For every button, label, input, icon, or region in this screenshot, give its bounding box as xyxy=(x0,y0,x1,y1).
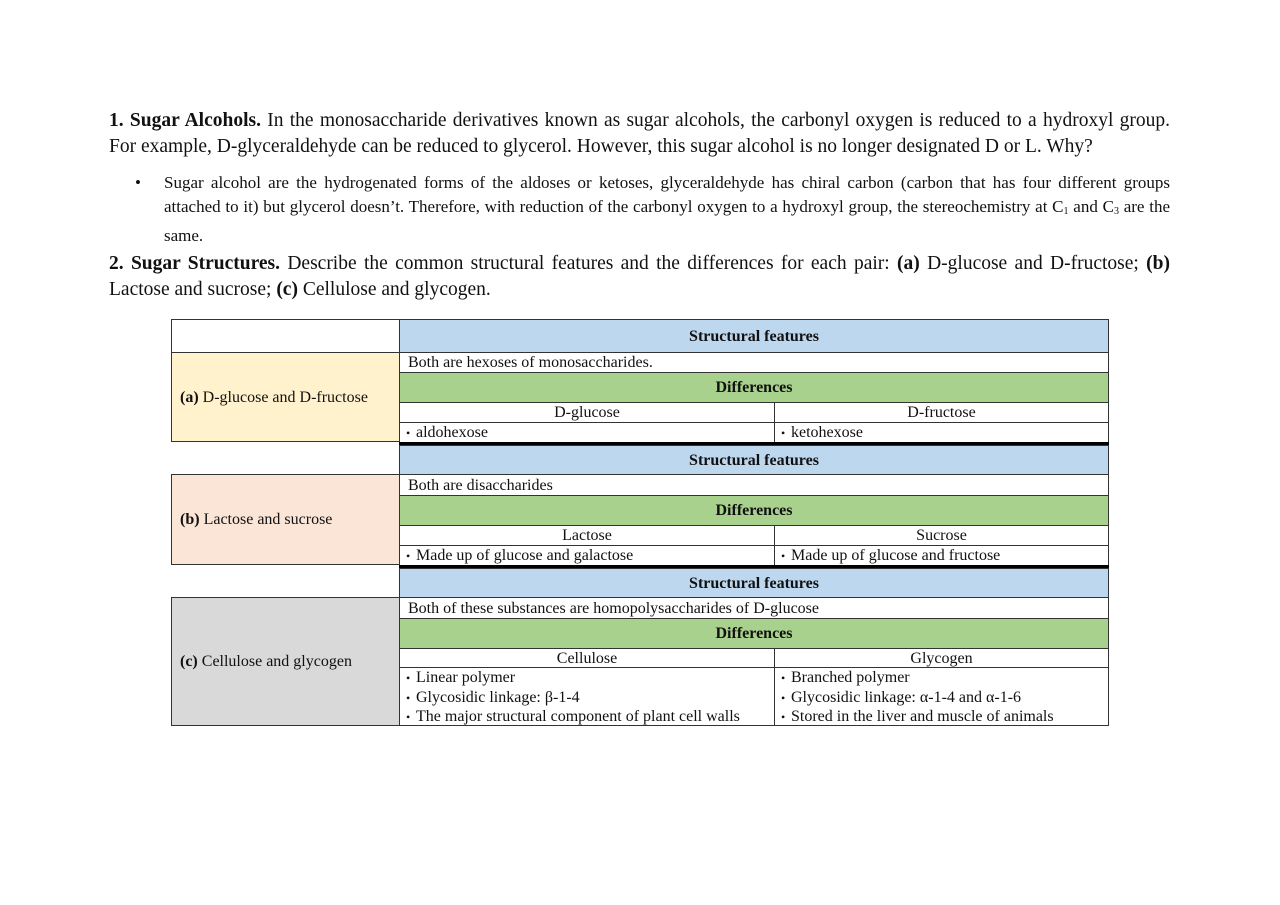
pair-a-name: D-glucose and D-fructose xyxy=(198,388,368,406)
list-item xyxy=(406,546,774,566)
q2-text-a: D-glucose and D-fructose; xyxy=(919,253,1147,274)
list-item xyxy=(406,423,774,443)
col-title-c-right: Glycogen xyxy=(774,648,1109,668)
list-item xyxy=(406,707,774,727)
bullet-icon: • xyxy=(406,710,411,724)
differences-header-a: Differences xyxy=(399,372,1109,403)
subscript-3: 3 xyxy=(1113,206,1119,217)
bullet-icon: • xyxy=(781,549,786,563)
pair-label-a xyxy=(171,352,400,442)
col-title-a-right: D-fructose xyxy=(774,402,1109,423)
col-title-c-left: Cellulose xyxy=(399,648,775,668)
list-item xyxy=(781,707,1108,727)
question-2 xyxy=(109,251,1170,303)
pair-c-letter: (c) xyxy=(180,653,198,670)
bullet-icon: • xyxy=(781,671,786,685)
items-b-right xyxy=(774,545,1109,566)
q2-text-c: Cellulose and glycogen. xyxy=(297,279,491,300)
structural-header-a: Structural features xyxy=(399,319,1109,353)
item-text: Made up of glucose and fructose xyxy=(791,547,1001,564)
pair-c-name: Cellulose and glycogen xyxy=(197,653,352,670)
bullet-icon: • xyxy=(781,710,786,724)
structural-text-a: Both are hexoses of monosaccharides. xyxy=(399,352,1109,373)
list-item xyxy=(781,423,1108,443)
q2-label-a: (a) xyxy=(897,253,920,274)
items-a-left xyxy=(399,422,775,443)
structural-header-c: Structural features xyxy=(399,568,1109,598)
list-item xyxy=(406,668,774,688)
answer-1-text-a: Sugar alcohol are the hydrogenated forms of the aldoses or ketoses, glyceraldehyde has chiral carbon (carbon that has four different groups attached to it) but glycerol doesn’t. Therefore, with reduction of the carbonyl oxygen to a hydroxyl group, the stereochemistry at C xyxy=(164,173,1170,216)
question-2-text: Describe the common structural features and the differences for each pair: xyxy=(280,253,897,274)
pair-b-letter: (b) xyxy=(180,511,200,528)
bullet-icon: • xyxy=(781,690,786,705)
item-text: Branched polymer xyxy=(791,669,910,686)
list-item xyxy=(781,688,1108,708)
pair-label-b xyxy=(171,474,400,565)
bullet-icon: • xyxy=(406,426,411,440)
pair-label-c xyxy=(171,597,400,726)
structural-text-c: Both of these substances are homopolysaccharides of D-glucose xyxy=(399,597,1109,619)
item-text: Glycosidic linkage: β-1-4 xyxy=(416,688,580,706)
col-title-b-right: Sucrose xyxy=(774,525,1109,546)
items-a-right xyxy=(774,422,1109,443)
bullet-icon: • xyxy=(406,549,411,563)
items-c-right xyxy=(774,667,1109,726)
item-text: ketohexose xyxy=(791,424,863,441)
col-title-b-left: Lactose xyxy=(399,525,775,546)
comparison-table xyxy=(171,319,1109,726)
col-title-a-left: D-glucose xyxy=(399,402,775,423)
bullet-icon: • xyxy=(406,690,411,705)
list-item xyxy=(781,546,1108,566)
question-1-label: 1. Sugar Alcohols. xyxy=(109,110,261,131)
structural-header-b: Structural features xyxy=(399,445,1109,475)
item-text: Made up of glucose and galactose xyxy=(416,547,634,564)
item-text: The major structural component of plant cell walls xyxy=(416,708,740,725)
bullet-icon: • xyxy=(406,671,411,685)
question-1-text: In the monosaccharide derivatives known as sugar alcohols, the carbonyl oxygen is reduced to a hydroxyl group. For example, D-glyceraldehyde can be reduced to glycerol. However, this sugar alcohol is no longer designated D or L. Why? xyxy=(109,110,1170,157)
item-text: Linear polymer xyxy=(416,669,516,686)
question-2-label: 2. Sugar Structures. xyxy=(109,253,281,274)
answer-1-text-b: and C xyxy=(1068,197,1114,216)
subscript-1: 1 xyxy=(1063,206,1069,217)
pair-a-letter: (a) xyxy=(180,388,199,406)
table-corner-cell xyxy=(171,319,400,353)
item-text: aldohexose xyxy=(416,424,488,441)
structural-text-b: Both are disaccharides xyxy=(399,474,1109,496)
bullet-icon: • xyxy=(781,426,786,440)
differences-header-c: Differences xyxy=(399,618,1109,649)
pair-b-name: Lactose and sucrose xyxy=(199,511,333,528)
q2-label-c: (c) xyxy=(276,279,298,300)
differences-header-b: Differences xyxy=(399,495,1109,526)
items-c-left xyxy=(399,667,775,726)
item-text: Stored in the liver and muscle of animals xyxy=(791,708,1054,725)
q2-label-b: (b) xyxy=(1146,253,1170,274)
list-item xyxy=(781,668,1108,688)
items-b-left xyxy=(399,545,775,566)
item-text: Glycosidic linkage: α-1-4 and α-1-6 xyxy=(791,688,1022,706)
answer-1 xyxy=(164,171,1170,248)
list-item xyxy=(406,688,774,708)
question-1 xyxy=(109,108,1170,160)
q2-text-b: Lactose and sucrose; xyxy=(109,279,277,300)
answer-1-bullet: • xyxy=(135,173,141,192)
answer-1-text-c: are the same. xyxy=(164,197,1170,245)
